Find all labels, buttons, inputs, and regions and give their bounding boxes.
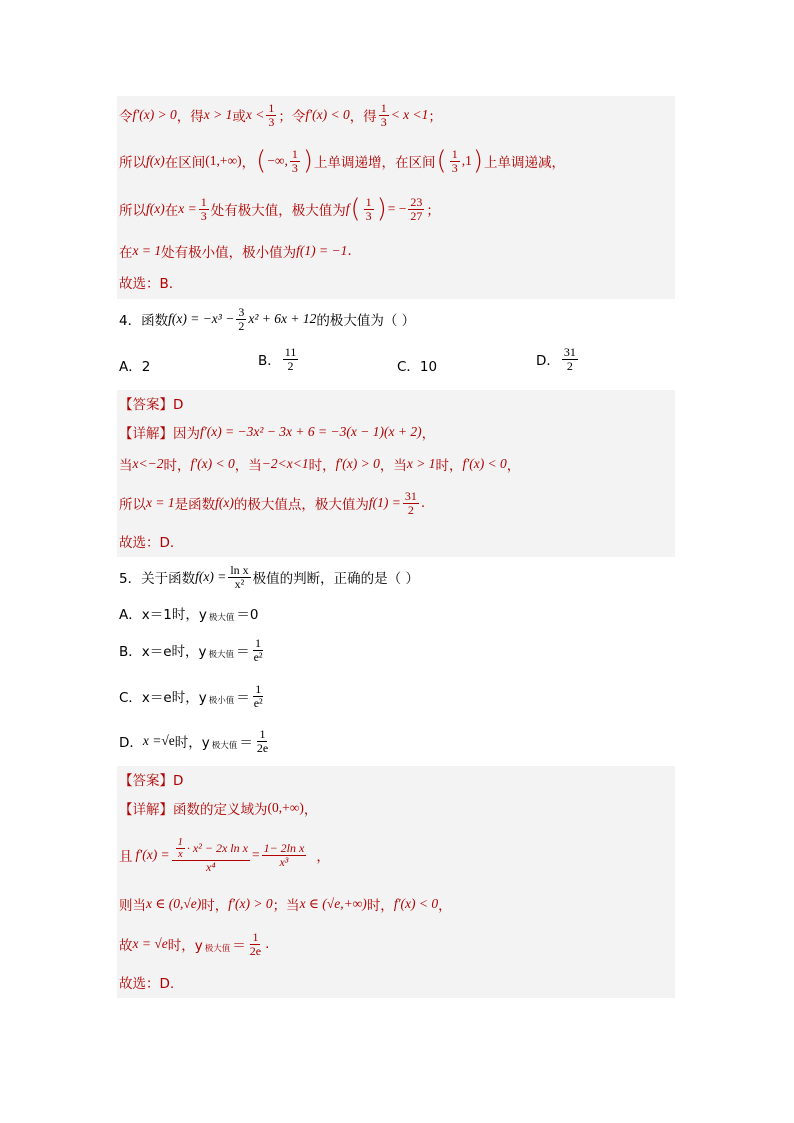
text: 时， — [163, 458, 191, 474]
text: 所以 — [119, 203, 146, 219]
text: 在 — [119, 245, 133, 261]
prev-solution-line-4 — [119, 240, 352, 262]
text: . — [265, 936, 270, 952]
q4-option-c: C．10 — [397, 359, 438, 375]
fraction: $\frac{1}{3}$ — [380, 100, 387, 129]
text: 当 — [119, 458, 133, 474]
text: 的极大值点，极大值为 — [233, 497, 369, 513]
prev-solution-line-2 — [119, 144, 565, 178]
formula: (1,+∞) — [205, 153, 242, 168]
fraction: $\frac{1}{3}$ — [268, 100, 275, 129]
formula: f(1) = — [368, 495, 401, 510]
subscript: 极大值 — [208, 650, 235, 660]
formula: f(x) — [146, 201, 165, 216]
q4-option-d — [536, 346, 580, 372]
formula: f′(x) < 0 — [305, 107, 350, 122]
fraction: $\frac{1}{\text{e²}}$ — [253, 681, 263, 710]
sqrt-e: √e — [161, 733, 175, 748]
formula: x = — [142, 733, 162, 748]
text: 在 — [164, 203, 179, 219]
left-paren: ( — [256, 146, 267, 176]
fraction: $\frac{1}{x}$ · x² − 2x ln x x⁴ — [172, 837, 250, 874]
fraction: $\frac{1}{3}$ — [451, 146, 458, 175]
subscript: 极小值 — [208, 696, 235, 706]
fraction: $\frac{1}{2e}$ — [256, 726, 269, 755]
formula: x > 1 — [406, 456, 436, 471]
q4-option-b — [258, 346, 300, 372]
formula: f′(x) > 0 — [228, 896, 273, 911]
text: 且 — [119, 849, 133, 865]
q4-answer: 【答案】D — [119, 397, 184, 413]
q5-detail-line-2 — [119, 830, 330, 880]
option-label: D． — [536, 353, 560, 370]
formula: f(x) = −x³ − — [168, 311, 235, 326]
formula: f(x) — [146, 153, 165, 168]
right-paren: ) — [302, 146, 314, 176]
formula: f′(x) < 0 — [462, 456, 507, 471]
text: ；当 — [272, 898, 300, 914]
formula: = — [251, 847, 260, 862]
q5-detail-line-3 — [119, 891, 452, 917]
left-paren: ( — [436, 146, 447, 176]
question-4-stem — [119, 302, 415, 336]
q5-detail-line-1 — [119, 797, 317, 819]
text: ＝0 — [236, 607, 259, 623]
formula: x<−2 — [132, 456, 164, 471]
text: ； — [428, 109, 442, 125]
text: 在区间 — [164, 155, 206, 171]
formula: (0,+∞) — [267, 800, 304, 815]
text: 时， — [201, 898, 229, 914]
text: ； — [426, 203, 440, 219]
formula: −∞, — [267, 153, 288, 168]
prev-solution-line-3 — [119, 192, 440, 226]
text: 时， — [435, 458, 463, 474]
text: 则当 — [119, 898, 146, 914]
text: ， — [506, 458, 521, 474]
formula: f′(x) = −3x² − 3x + 6 = −3(x − 1)(x + 2) — [200, 424, 422, 439]
text: 所以 — [119, 497, 146, 513]
text: 处有极大值，极大值为 — [210, 203, 346, 219]
text: A．x＝1时，y — [119, 607, 207, 623]
formula: ,1 — [461, 153, 472, 168]
text: . — [420, 495, 426, 511]
formula: x = √e — [132, 936, 168, 951]
formula: x < — [245, 107, 265, 122]
prev-solution-line-1 — [119, 100, 442, 130]
formula: f′(x) < 0 — [393, 896, 439, 911]
text: 上单调递减， — [483, 155, 565, 171]
text: ＝ — [236, 690, 250, 706]
text: ＝ — [236, 644, 250, 660]
text: ，得 — [176, 109, 204, 125]
text: 或 — [232, 109, 246, 125]
subscript: 极大值 — [208, 613, 235, 623]
formula: x = 1 — [132, 243, 162, 258]
text: D． — [119, 735, 143, 751]
fraction: $\frac{1}{3}$ — [365, 194, 372, 223]
formula: f(x) — [215, 495, 234, 510]
fraction: $\frac{3}{2}$ — [238, 304, 245, 333]
text: ，得 — [349, 109, 377, 125]
fraction: $\frac{11}{2}$ — [284, 345, 297, 373]
formula: x = — [178, 201, 197, 216]
q4-detail-line-1 — [119, 421, 435, 443]
text: ＝ — [239, 735, 253, 751]
text: ，当 — [234, 458, 262, 474]
text: 极值的判断，正确的是（ ） — [252, 571, 419, 587]
formula: x ∈ (√e,+∞) — [299, 896, 367, 911]
formula: f′(x) > 0 — [132, 107, 177, 122]
q4-option-a: A．2 — [119, 359, 151, 375]
text: 的极大值为（ ） — [316, 313, 416, 329]
q4-detail-line-3 — [119, 486, 425, 520]
text: B．x＝e时，y — [119, 644, 207, 660]
text: 时， — [366, 898, 394, 914]
option-label: B． — [258, 353, 281, 370]
text: ， — [241, 155, 256, 171]
fraction: $\frac{1}{\text{e²}}$ — [253, 635, 263, 664]
text: 5．关于函数 — [119, 571, 196, 587]
text: 【详解】因为 — [119, 426, 200, 442]
left-paren: ( — [350, 194, 361, 224]
fraction: $\frac{1}{3}$ — [200, 194, 207, 223]
formula: x² + 6x + 12 — [248, 311, 317, 326]
q5-detail-line-4 — [119, 926, 269, 962]
q4-detail-line-2 — [119, 453, 520, 475]
text: . — [347, 243, 352, 259]
q4-choice: 故选：D. — [119, 535, 175, 551]
fraction: $\frac{1}{3}$ — [291, 146, 298, 175]
fraction: $\frac{23}{27}$ — [410, 194, 423, 223]
text: C．x＝e时，y — [119, 690, 207, 706]
formula: < x <1 — [390, 107, 429, 122]
formula: f — [345, 201, 350, 216]
formula: = − — [387, 201, 407, 216]
text: 令 — [119, 109, 133, 125]
formula: f(x) = — [195, 569, 227, 584]
formula: f′(x) < 0 — [190, 456, 235, 471]
text: 所以 — [119, 155, 146, 171]
text: ；令 — [278, 109, 306, 125]
fraction: $\frac{31}{2}$ — [404, 488, 417, 517]
q5-option-b — [119, 633, 267, 667]
formula: f′(x) = — [135, 847, 170, 862]
formula: f′(x) > 0 — [335, 456, 380, 471]
text: 【详解】函数的定义域为 — [119, 802, 268, 818]
text: 处有极小值，极小值为 — [161, 245, 297, 261]
fraction: $\frac{\text{ln x}}{\text{x²}}$ — [230, 562, 249, 591]
fraction: $\frac{1}{2e}$ — [249, 929, 262, 958]
text: ， — [421, 426, 436, 442]
subscript: 极大值 — [211, 741, 238, 751]
q5-option-d — [119, 723, 272, 759]
formula: f(1) = −1 — [296, 243, 348, 258]
right-paren: ) — [376, 194, 387, 224]
text: 是函数 — [174, 497, 216, 513]
question-5-stem — [119, 560, 419, 594]
text: ＝ — [232, 938, 246, 954]
formula: x = 1 — [146, 495, 175, 510]
text: 上单调递增，在区间 — [314, 155, 436, 171]
text: ， — [316, 849, 330, 865]
text: ， — [438, 898, 452, 914]
q5-answer: 【答案】D — [119, 773, 184, 789]
text: 时， — [308, 458, 336, 474]
text: 时，y — [174, 735, 210, 751]
inner-fraction: $\frac{1}{x}$ — [177, 836, 183, 860]
text: ， — [303, 802, 318, 818]
q5-choice: 故选：D. — [119, 976, 175, 992]
right-paren: ) — [472, 146, 483, 176]
text: 故 — [119, 938, 133, 954]
fraction: $\frac{\text{1− 2ln x}}{\text{x³}}$ — [263, 840, 305, 869]
formula: x > 1 — [203, 107, 233, 122]
text: 时，y — [167, 938, 203, 954]
formula: x ∈ (0,√e) — [146, 896, 202, 911]
text: ，当 — [379, 458, 407, 474]
q5-option-a — [119, 603, 258, 623]
formula: −2<x<1 — [261, 456, 309, 471]
prev-solution-choice: 故选：B. — [119, 276, 174, 292]
q5-option-c — [119, 679, 267, 713]
text: 4．函数 — [119, 313, 169, 329]
subscript: 极大值 — [204, 944, 231, 954]
fraction: $\frac{31}{2}$ — [563, 345, 576, 373]
